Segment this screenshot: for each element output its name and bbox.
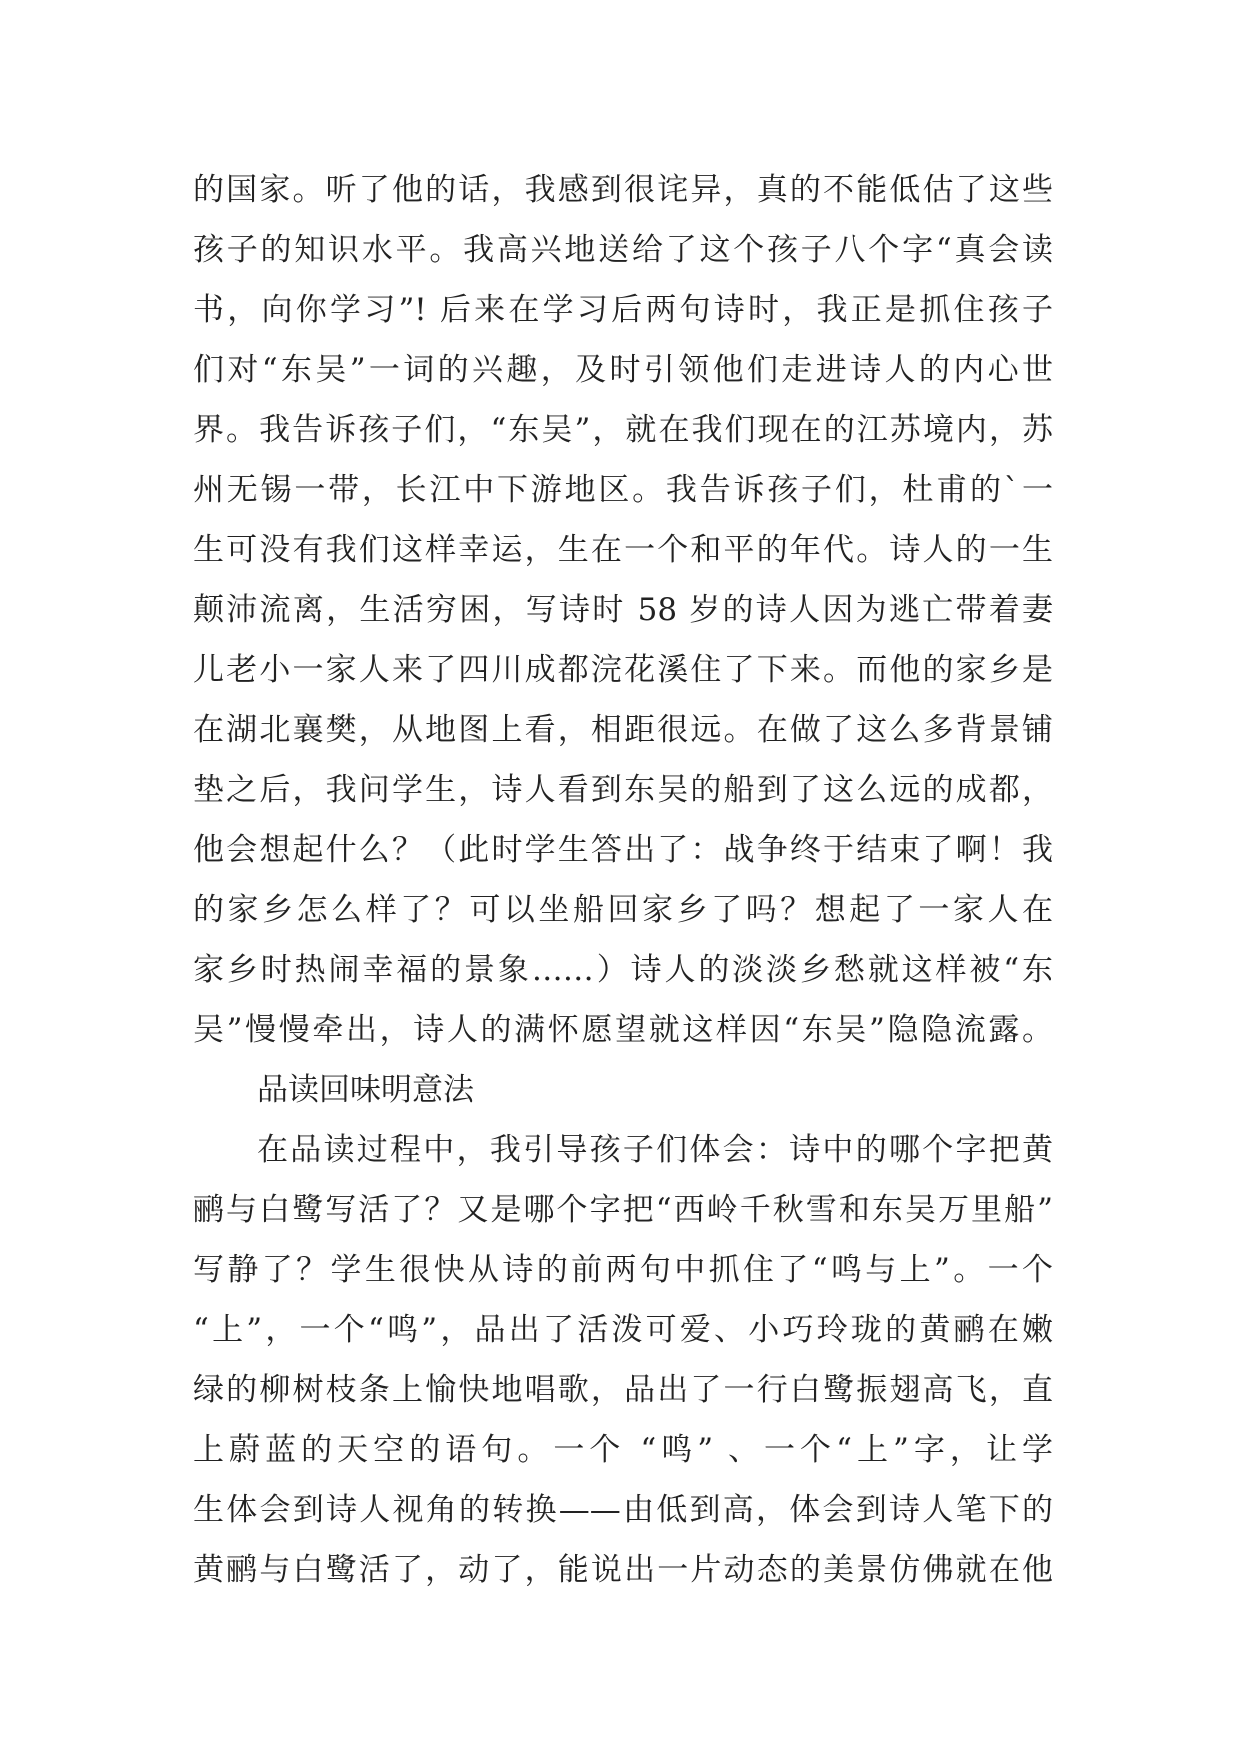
paragraph-line: 写静了？学生很快从诗的前两句中抓住了“鸣与上”。一个 bbox=[193, 1252, 1053, 1288]
paragraph-line: 生体会到诗人视角的转换——由低到高，体会到诗人笔下的 bbox=[193, 1492, 1053, 1528]
paragraph-line: 垫之后，我问学生，诗人看到东吴的船到了这么远的成都， bbox=[193, 772, 1053, 808]
paragraph-line: 绿的柳树枝条上愉快地唱歌，品出了一行白鹭振翅高飞，直 bbox=[193, 1372, 1053, 1408]
paragraph-line: 州无锡一带，长江中下游地区。我告诉孩子们，杜甫的`一 bbox=[193, 472, 1053, 508]
paragraph-line: 家乡时热闹幸福的景象……）诗人的淡淡乡愁就这样被“东 bbox=[193, 952, 1053, 988]
paragraph-line: 孩子的知识水平。我高兴地送给了这个孩子八个字“真会读 bbox=[193, 232, 1053, 268]
paragraph-line: 的家乡怎么样了？可以坐船回家乡了吗？想起了一家人在 bbox=[193, 892, 1053, 928]
paragraph-line: 生可没有我们这样幸运，生在一个和平的年代。诗人的一生 bbox=[193, 532, 1053, 568]
paragraph-line: 在湖北襄樊，从地图上看，相距很远。在做了这么多背景铺 bbox=[193, 712, 1053, 748]
paragraph-line: 黄鹂与白鹭活了，动了，能说出一片动态的美景仿佛就在他 bbox=[193, 1552, 1053, 1588]
paragraph-line: 颠沛流离，生活穷困，写诗时 58 岁的诗人因为逃亡带着妻 bbox=[193, 592, 1053, 628]
body-text bbox=[193, 160, 1053, 1600]
paragraph-line: 儿老小一家人来了四川成都浣花溪住了下来。而他的家乡是 bbox=[193, 652, 1053, 688]
paragraph-line: 界。我告诉孩子们，“东吴”，就在我们现在的江苏境内，苏 bbox=[193, 412, 1053, 448]
paragraph-line: 在品读过程中，我引导孩子们体会：诗中的哪个字把黄 bbox=[257, 1132, 1053, 1168]
paragraph-line: 鹂与白鹭写活了？又是哪个字把“西岭千秋雪和东吴万里船” bbox=[193, 1192, 1053, 1228]
paragraph-line: 吴”慢慢牵出，诗人的满怀愿望就这样因“东吴”隐隐流露。 bbox=[193, 1012, 1053, 1048]
section-heading: 品读回味明意法 bbox=[257, 1072, 474, 1108]
paragraph-line: 们对“东吴”一词的兴趣，及时引领他们走进诗人的内心世 bbox=[193, 352, 1053, 388]
paragraph-line: 他会想起什么？（此时学生答出了：战争终于结束了啊！我 bbox=[193, 832, 1053, 868]
paragraph-line: 的国家。听了他的话，我感到很诧异，真的不能低估了这些 bbox=[193, 172, 1053, 208]
paragraph-line: 书，向你学习”! 后来在学习后两句诗时，我正是抓住孩子 bbox=[193, 292, 1053, 328]
paragraph-line: “上”，一个“鸣”，品出了活泼可爱、小巧玲珑的黄鹂在嫩 bbox=[193, 1312, 1053, 1348]
paragraph-line: 上蔚蓝的天空的语句。一个 “鸣” 、一个“上”字，让学 bbox=[193, 1432, 1053, 1468]
